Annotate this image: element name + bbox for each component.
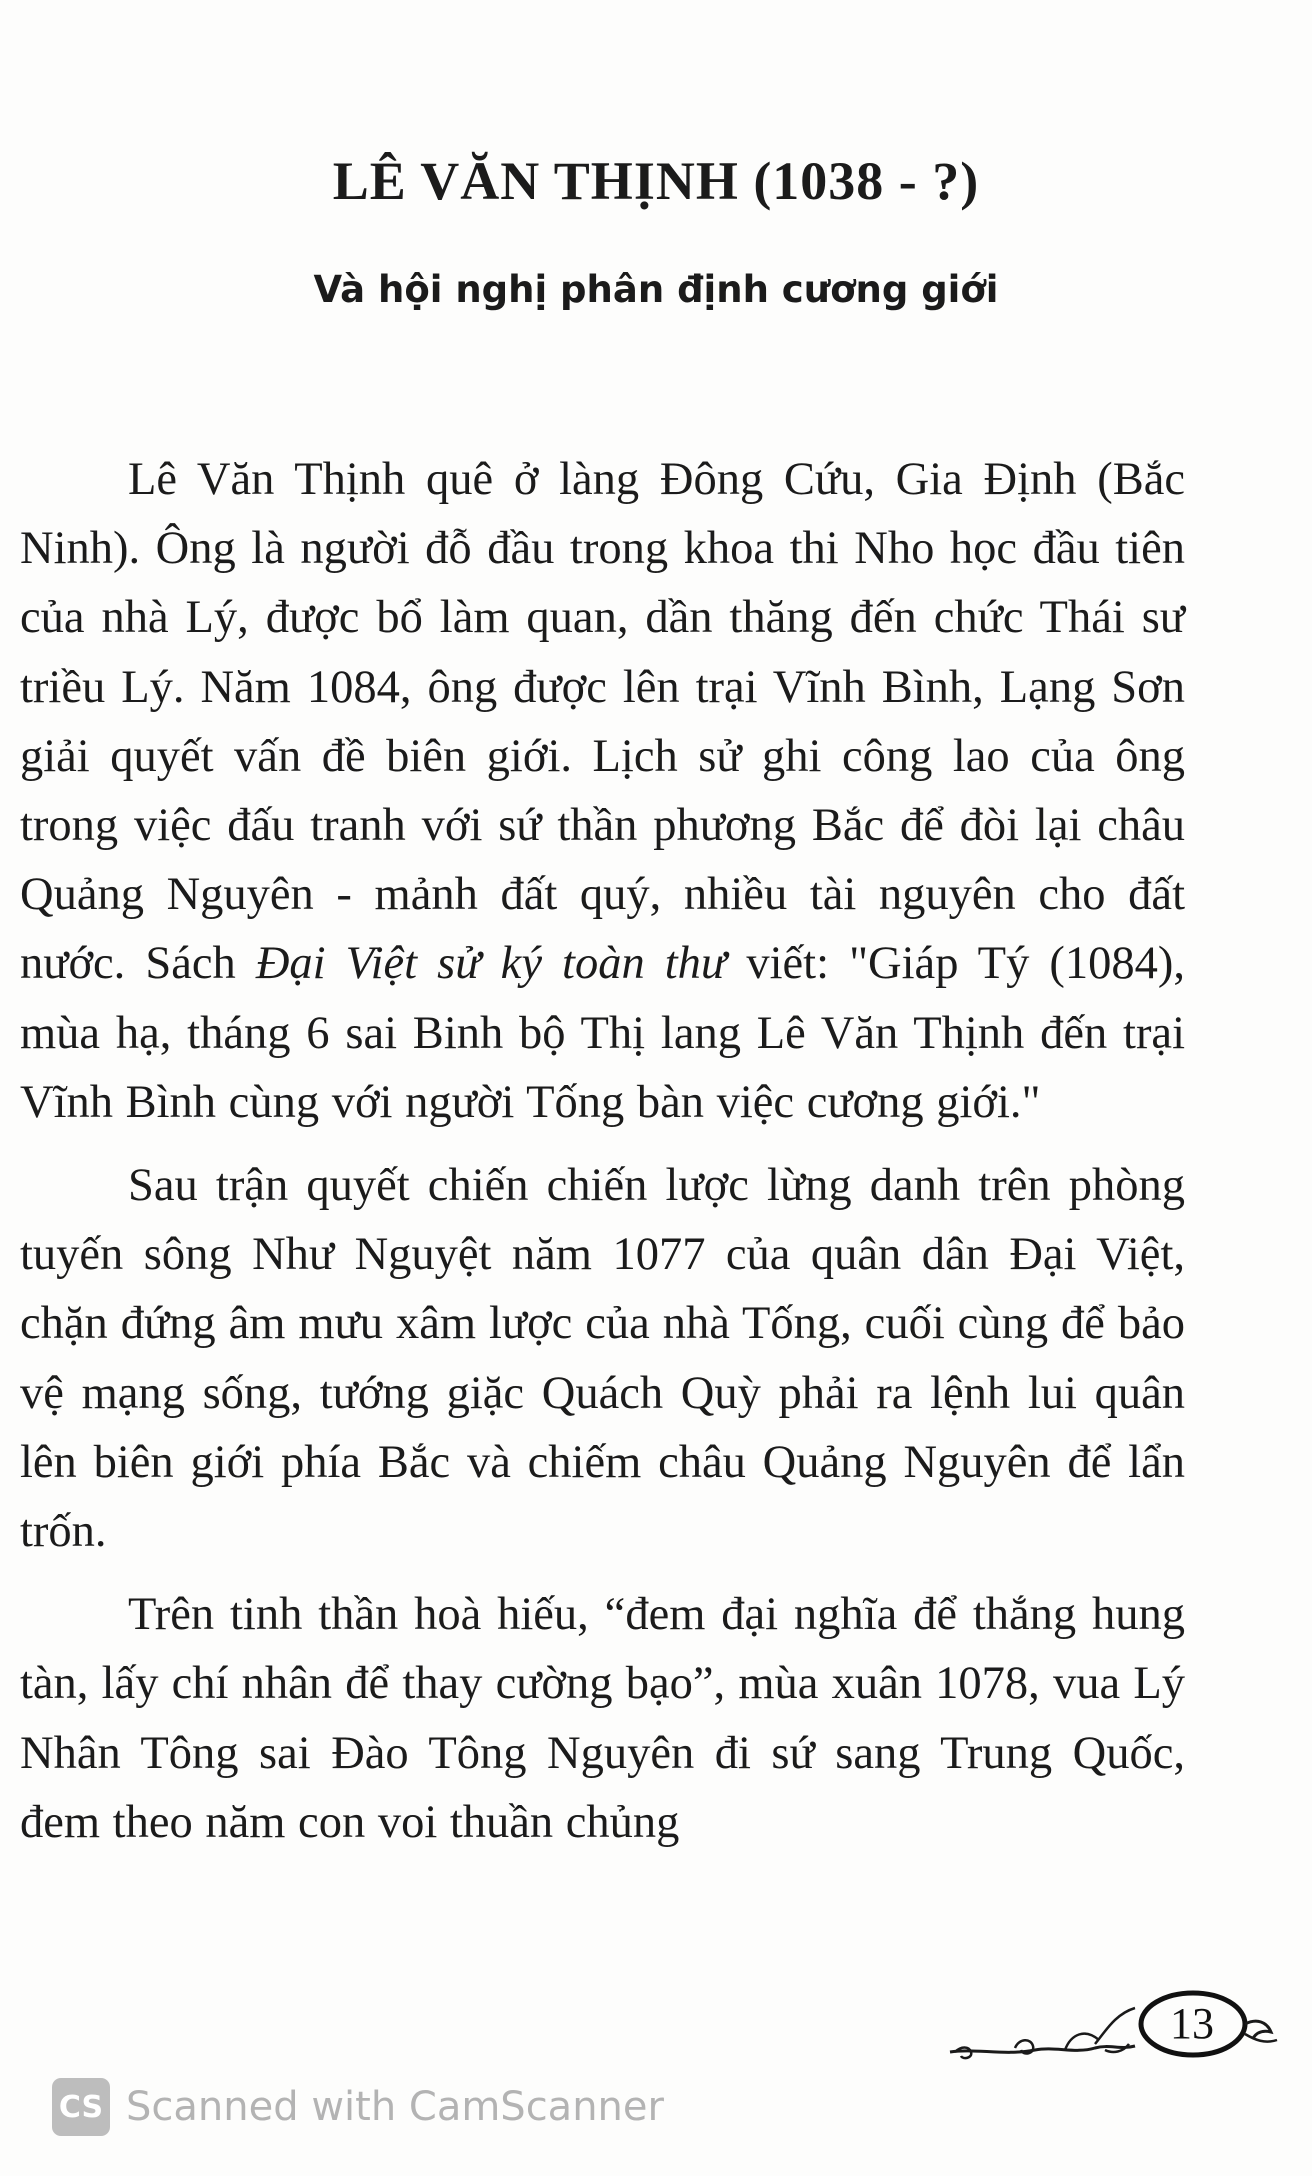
page-number: 13 bbox=[1170, 1999, 1214, 2048]
paragraph-2: Sau trận quyết chiến chiến lược lừng danh trên phòng tuyến sông Như Nguyệt năm 1077 của quân dân Đại Việt, chặn đứng âm mưu xâm lược của nhà Tống, cuối cùng để bảo vệ mạng sống, tướng giặc Quách Quỳ phải ra lệnh lui quân lên biên giới phía Bắc và chiếm châu Quảng Nguyên để lẩn trốn. bbox=[20, 1160, 1185, 1558]
chapter-subtitle: Và hội nghị phân định cương giới bbox=[313, 268, 999, 311]
paragraph-3: Trên tinh thần hoà hiếu, “đem đại nghĩa để thắng hung tàn, lấy chí nhân để thay cường bạo”, mùa xuân 1078, vua Lý Nhân Tông sai Đào Tông Nguyên đi sứ sang Trung Quốc, đem theo năm con voi thuần chủng bbox=[20, 1589, 1185, 1848]
camscanner-watermark bbox=[52, 2075, 664, 2139]
body-text bbox=[20, 445, 1185, 1871]
camscanner-logo-icon: CS bbox=[52, 2078, 110, 2136]
watermark-text: Scanned with CamScanner bbox=[126, 2084, 664, 2130]
paragraph-1 bbox=[20, 445, 1185, 1137]
book-title-italic: Đại Việt sử ký toàn thư bbox=[255, 938, 727, 990]
chapter-title: LÊ VĂN THỊNH (1038 - ?) bbox=[332, 151, 980, 211]
paragraph-1-text: Lê Văn Thịnh quê ở làng Đông Cứu, Gia Định (Bắc Ninh). Ông là người đỗ đầu trong khoa thi Nho học đầu tiên của nhà Lý, được bổ làm quan, dần thăng đến chức Thái sư triều Lý. Năm 1084, ông được lên trại Vĩnh Bình, Lạng Sơn giải quyết vấn đề biên giới. Lịch sử ghi công lao của ông trong việc đấu tranh với sứ thần phương Bắc để đòi lại châu Quảng Nguyên - mảnh đất quý, nhiều tài nguyên cho đất nước. Sách bbox=[20, 454, 1185, 990]
paragraph-1-text-after: viết: "Giáp Tý (1084), mùa hạ, tháng 6 sai Binh bộ Thị lang Lê Văn Thịnh đến trại Vĩnh Bình cùng với người Tống bàn việc cương giới." bbox=[20, 938, 1185, 1128]
